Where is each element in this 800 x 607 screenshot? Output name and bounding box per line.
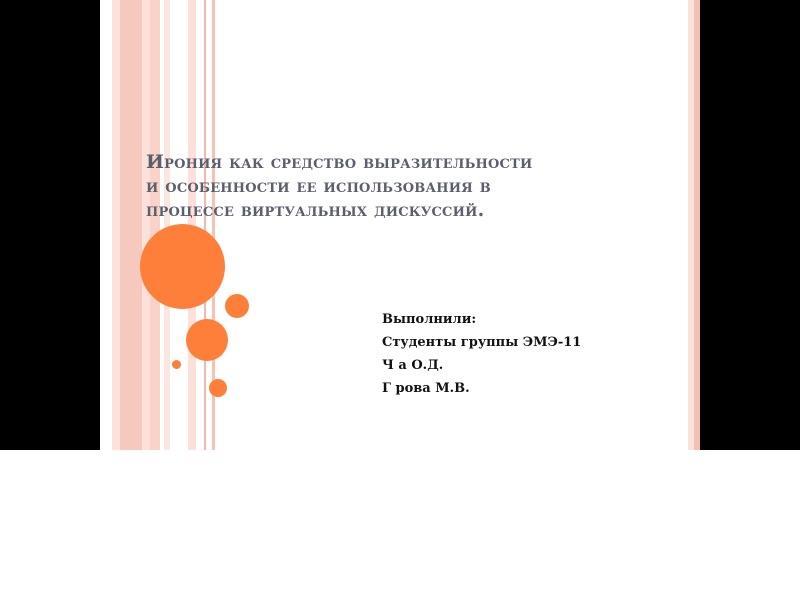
credits-group: Студенты группы ЭМЭ-11 [382, 335, 582, 350]
stripe-decoration [120, 0, 142, 450]
circle-decoration-large [140, 224, 225, 309]
title-line: и особенности ее использования в [146, 175, 491, 197]
credits-block [382, 308, 682, 400]
title-line: Ирония как средство выразительности [146, 151, 533, 173]
empty-area [0, 450, 800, 607]
credits-student: Г рова М.В. [382, 381, 470, 396]
circle-decoration-tiny [172, 360, 181, 369]
circle-decoration-small [209, 379, 227, 397]
credits-student: Ч а О.Д. [382, 358, 444, 373]
presentation-slide [100, 0, 700, 450]
stripe-decoration [112, 0, 120, 450]
circle-decoration-small [225, 294, 249, 318]
credits-heading: Выполнили: [382, 312, 477, 327]
circle-decoration-medium [186, 319, 228, 361]
stripe-decoration [150, 0, 160, 450]
stripe-decoration [204, 0, 206, 450]
stripe-decoration [142, 0, 150, 450]
title-line: процессе виртуальных дискуссий. [146, 199, 485, 221]
stripe-decoration [694, 0, 700, 450]
slide-title [146, 150, 666, 222]
